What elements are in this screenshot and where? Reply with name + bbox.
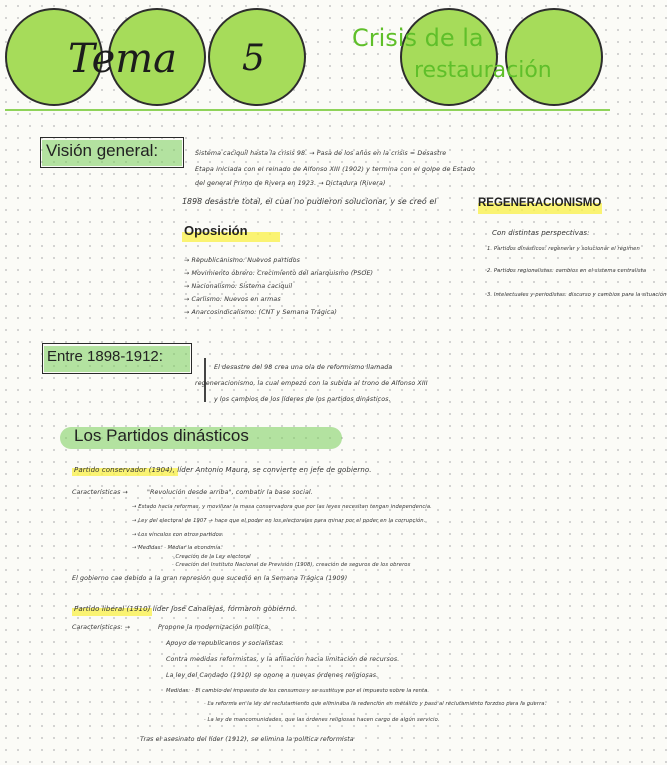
cons-item-1: "Revolución desde arriba", combatir la base social. — [147, 489, 313, 496]
oposicion-item-3: → Nacionalismo: Sistema caciquil — [184, 283, 293, 290]
entre-line-3: y los cambios de los líderes de los partidos dinásticos. — [214, 396, 391, 403]
cons-item-4: → Los vínculos con otros partidos. — [132, 532, 224, 538]
perspectivas-title: Con distintas perspectivas: — [492, 229, 590, 237]
conservador-title: Partido conservador (1904), líder Antonio Maura, se convierte en jefe de gobierno. — [74, 466, 372, 474]
lib-item-4: La ley del Candado (1910) se opone a nuevas órdenes religiosas. — [166, 672, 379, 679]
regeneracionismo-label: REGENERACIONISMO — [478, 197, 602, 209]
lib-caracteristicas-label: Características: → — [72, 624, 131, 631]
partidos-heading: Los Partidos dinásticos — [74, 426, 249, 445]
lib-item-1: Propone la modernización política. — [158, 624, 271, 631]
perspectiva-3: 3. Intelectuales y periodistas: discurso y cambios para la situación — [487, 292, 667, 298]
lib-item-2: Apoyo de republicanos y socialistas. — [166, 640, 284, 647]
oposicion-item-5: → Anarcosindicalismo: (CNT y Semana Trágica) — [184, 309, 337, 316]
oposicion-heading: Oposición — [184, 223, 248, 238]
entre-line-1: El desastre del 98 crea una ola de reformismo llamada — [214, 364, 393, 371]
header-circle-5 — [505, 8, 603, 106]
cons-footer: El gobierno cae debido a la gran represión que sucedió en la Semana Trágica (1909) — [72, 575, 348, 582]
lib-item-3: Contra medidas reformistas, y la afiliación hacia limitación de recursos. — [166, 656, 400, 663]
perspectiva-1: 1. Partidos dinásticos: regenerar y solucionar el régimen — [487, 246, 640, 252]
cons-caracteristicas-label: Características → — [72, 489, 128, 496]
vision-line-1: Sistema caciquil hasta la crisis 98. → Pasa de los años en la crisis = Desastre — [195, 150, 447, 157]
lib-footer: Tras el asesinato del líder (1912), se elimina la política reformista — [140, 736, 354, 743]
header-divider — [5, 109, 610, 111]
lib-item-6: · La reforma en la ley de reclutamiento que eliminaba la redención en metálico y pasó al reclutamiento forzoso para la guerra. — [204, 701, 547, 707]
cons-item-7: · Creación del Instituto Nacional de Previsión (1908), creación de seguros de los obreros — [172, 562, 411, 568]
tema-number: 5 — [242, 38, 265, 79]
vision-desastre: 1898 desastre total, el cual no pudieron solucionar, y se creó el — [182, 197, 437, 206]
vision-line-2: Etapa iniciada con el reinado de Alfonso XIII (1902) y termina con el golpe de Estado — [195, 165, 475, 173]
lib-item-7: · La ley de mancomunidades, que las órdenes religiosas hacen cargo de algún servicio. — [204, 717, 440, 723]
crisis-title-line1: Crisis de la — [352, 24, 484, 52]
perspectiva-2: 2. Partidos regionalistas: cambios en el sistema centralista — [487, 268, 647, 274]
tema-title: Tema — [68, 36, 178, 82]
header-circle-4 — [400, 8, 498, 106]
oposicion-item-4: → Carlismo: Nuevos en armas — [184, 296, 281, 303]
vision-heading: Visión general: — [46, 141, 159, 160]
oposicion-item-1: → Republicanismo: Nuevos partidos — [184, 257, 300, 264]
vision-line-3: del general Primo de Rivera en 1923. → Dictadura (Rivera) — [195, 180, 386, 187]
entre-heading: Entre 1898-1912: — [47, 348, 163, 365]
entre-line-2: regeneracionismo, la cual empezó con la subida al trono de Alfonso XIII — [195, 380, 428, 387]
liberal-title: Partido liberal (1910) líder José Canalejas, formaron gobierno. — [74, 605, 298, 613]
cons-item-5: → Medidas: · Mediar la economía. — [132, 545, 223, 551]
cons-item-2: → Estado hacia reformas, y movilizar la masa conservadora que por las leyes necesitan tengan independencia. — [132, 504, 432, 510]
oposicion-item-2: → Movimiento obrero: Crecimiento del anarquismo (PSOE) — [184, 270, 374, 277]
cons-item-3: → Ley del electoral de 1907 → hace que el poder en los electorales para minar por el poder en la corrupción. — [132, 518, 426, 524]
cons-item-6: · Creación de la Ley electoral — [172, 554, 251, 560]
crisis-title-line2: restauración — [414, 58, 552, 83]
lib-item-5: Medidas: · El cambio del impuesto de los consumos y se sustituye por el impuesto sobre la renta. — [166, 688, 430, 694]
